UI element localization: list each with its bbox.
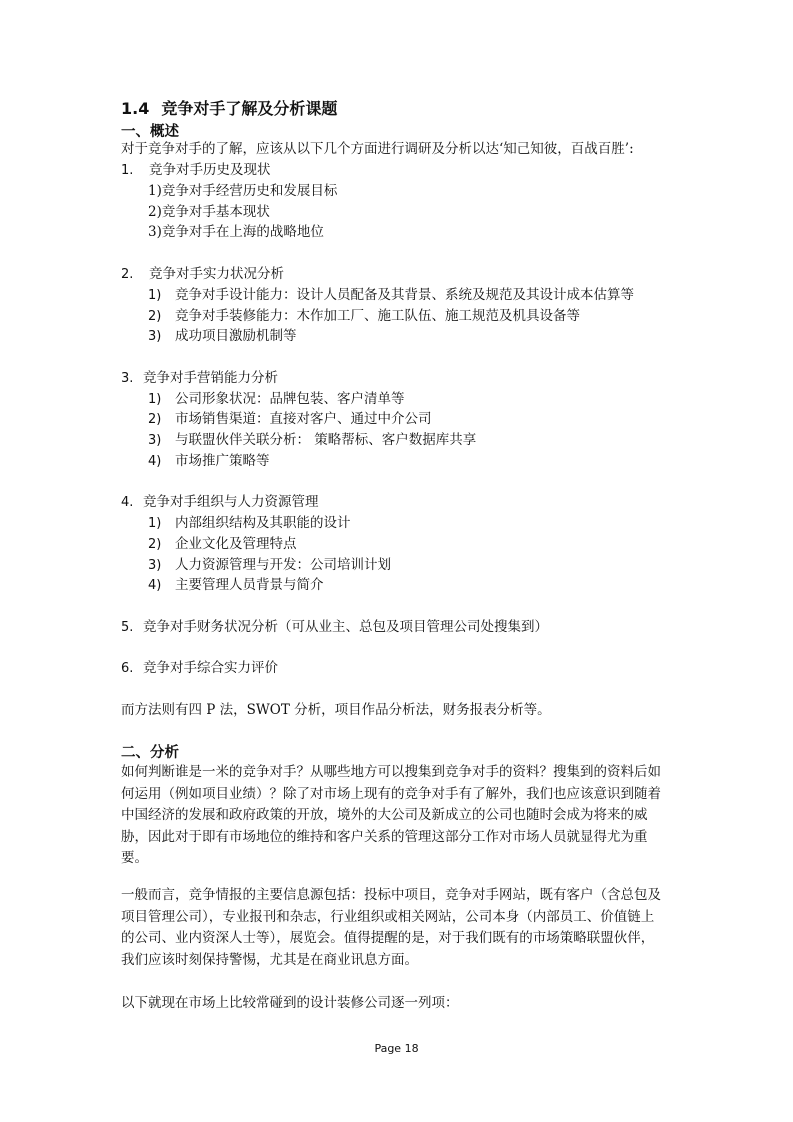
- section-number: 1.4: [121, 99, 150, 118]
- sub-list-item: 2)竞争对手基本现状: [148, 204, 270, 220]
- sub-list-item: 2) 竞争对手装修能力：木作加工厂、施工队伍、施工规范及机具设备等: [148, 308, 580, 324]
- sub-list-item: 1) 公司形象状况：品牌包装、客户清单等: [148, 391, 405, 407]
- sub-list-item: 3) 成功项目激励机制等: [148, 328, 297, 344]
- sub-list-item: 4) 主要管理人员背景与简介: [148, 577, 324, 593]
- listing-intro: 以下就现在市场上比较常碰到的设计装修公司逐一列项：: [121, 995, 459, 1011]
- sub-list-item: 3)竞争对手在上海的战略地位: [148, 224, 324, 240]
- list-item: 6. 竞争对手综合实力评价: [121, 660, 278, 676]
- methods-paragraph: 而方法则有四 P 法，SWOT 分析，项目作品分析法，财务报表分析等。: [121, 702, 551, 718]
- list-item: 3. 竞争对手营销能力分析: [121, 370, 278, 386]
- list-item: 5. 竞争对手财务状况分析（可从业主、总包及项目管理公司处搜集到）: [121, 619, 548, 635]
- sub-list-item: 1)竞争对手经营历史和发展目标: [148, 183, 338, 199]
- list-item: 1. 竞争对手历史及现状: [121, 162, 271, 178]
- heading-analysis: 二、分析: [121, 745, 179, 761]
- analysis-paragraph: 如何判断谁是一米的竞争对手？从哪些地方可以搜集到竞争对手的资料？搜集到的资料后如何运用（例如项目业绩）？除了对市场上现有的竞争对手有了解外，我们也应该意识到随着中国经济的发展和政府政策的开放，境外的大公司及新成立的公司也随时会成为将来的威胁，因此对于即有市场地位的维持和客户关系的管理这部分工作对市场人员就显得尤为重要。: [121, 764, 661, 867]
- overview-intro: 对于竞争对手的了解，应该从以下几个方面进行调研及分析以达‘知己知彼，百战百胜’:: [121, 141, 634, 157]
- sources-paragraph: 一般而言，竞争情报的主要信息源包括：投标中项目，竞争对手网站，既有客户（含总包及项目管理公司），专业报刊和杂志，行业组织或相关网站，公司本身（内部员工、价值链上的公司、业内资深人士等），展览会。值得提醒的是，对于我们既有的市场策略联盟伙伴，我们应该时刻保持警惕，尤其是在商业讯息方面。: [121, 887, 661, 968]
- section-title-text: 竞争对手了解及分析课题: [161, 99, 338, 118]
- list-item: 2. 竞争对手实力状况分析: [121, 266, 284, 282]
- page-number: Page 18: [374, 1042, 419, 1055]
- sub-list-item: 1) 竞争对手设计能力：设计人员配备及其背景、系统及规范及其设计成本估算等: [148, 287, 634, 303]
- section-title: [121, 96, 337, 119]
- sub-list-item: 4) 市场推广策略等: [148, 453, 270, 469]
- sub-list-item: 2) 市场销售渠道：直接对客户、通过中介公司: [148, 411, 432, 427]
- sub-list-item: 2) 企业文化及管理特点: [148, 536, 297, 552]
- sub-list-item: 1) 内部组织结构及其职能的设计: [148, 515, 351, 531]
- list-item: 4. 竞争对手组织与人力资源管理: [121, 494, 319, 510]
- heading-overview: 一、概述: [121, 124, 179, 140]
- sub-list-item: 3) 与联盟伙伴关联分析： 策略帮标、客户数据库共享: [148, 432, 477, 448]
- sub-list-item: 3) 人力资源管理与开发：公司培训计划: [148, 557, 391, 573]
